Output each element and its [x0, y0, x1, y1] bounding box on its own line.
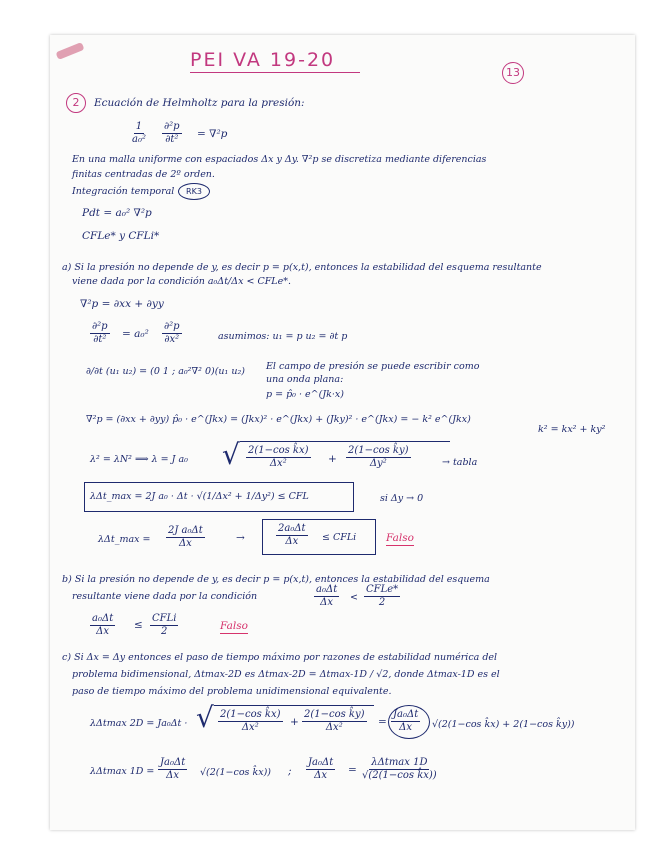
laplacian-eval: ∇²p = (∂xx + ∂yy) p̂₀ · e^(Jkx) = (Jkx)² · e^(Jkx) + (Jky)² · e^(Jkx) = − k² e^(Jkx): [86, 414, 471, 425]
part-c-line-2: problema bidimensional, Δtmax-2D es Δtmax-2D = Δtmax-1D / √2, donde Δtmax-1D es el: [72, 669, 500, 680]
ratio-rhs: λΔtmax 1D √(2(1−cos k̂x)): [362, 757, 437, 781]
state-system: ∂/∂t (u₁ u₂) = (0 1 ; a₀²∇² 0)(u₁ u₂): [86, 366, 245, 377]
intro-line-3: Integración temporal: [72, 186, 175, 197]
lambda-1d-rhs: √(2(1−cos k̂x)): [200, 767, 271, 778]
intro-cfl: CFLe* y CFLi*: [82, 230, 160, 242]
lambda-2d-term-2: $\frac{\text{2(1−cos k̂y)}}{\text{Δx²}}$: [304, 709, 365, 733]
boxed-result-2-rhs: ≤ CFLi: [322, 532, 357, 543]
lambda-max-label: λΔt_max =: [98, 534, 151, 545]
lambda-term-2: $\frac{\text{2(1−cos k̂y)}}{\text{Δy²}}$: [348, 445, 409, 469]
helmholtz-coef: $\frac{1}{\text{a₀²}}$: [132, 121, 146, 145]
sqrt-sign: √: [222, 438, 240, 471]
lambda-2d-rhs: √(2(1−cos k̂x) + 2(1−cos k̂y)): [432, 719, 575, 730]
problem-statement: Ecuación de Helmholtz para la presión:: [94, 97, 305, 109]
lambda-1d-label: λΔtmax 1D =: [90, 766, 155, 777]
part-b-cond-lt: <: [350, 592, 358, 603]
lambda-1d-frac: $\frac{\text{Ja₀Δt}}{\Delta x}$: [160, 757, 186, 781]
problem-number: 2: [66, 93, 86, 113]
ratio-eq: =: [348, 764, 357, 776]
title-underline: [190, 72, 360, 73]
wave-lhs: $\frac{\text{∂²p}}{\text{∂t²}}$: [92, 321, 108, 345]
sqrt-2d-bar: [214, 705, 374, 706]
intro-pdt: Pdt = a₀² ∇²p: [82, 207, 152, 219]
lambda-eq: λ² = λN² ⟹ λ = J a₀: [90, 454, 188, 465]
boxed-result-2-frac: $\frac{\text{2a₀Δt}}{\Delta x}$: [278, 523, 306, 547]
plus-sign: +: [328, 453, 337, 465]
lambda-term-1: $\frac{\text{2(1−cos k̂x)}}{\text{Δx²}}$: [248, 445, 309, 469]
sqrt-2d: √: [196, 701, 214, 734]
boxed-result-1-side: si Δy → 0: [380, 493, 424, 504]
lambda-max-frac: $\frac{\text{2J a₀Δt}}{\Delta x}$: [168, 525, 203, 549]
wave-eq: = a₀²: [122, 328, 149, 340]
sqrt-bar: [240, 441, 450, 442]
part-b-verdict: Falso: [220, 620, 248, 632]
page-number: 13: [502, 62, 524, 84]
part-b-line-1: b) Si la presión no depende de y, es decir p = p(x,t), entonces la estabilidad del esquema: [62, 574, 490, 585]
part-b-line-2: resultante viene dada por la condición: [72, 591, 258, 602]
intro-line-1: En una malla uniforme con espaciados Δx y Δy. ∇²p se discretiza mediante diferencias: [72, 154, 487, 165]
part-c-line-1: c) Si Δx = Δy entonces el paso de tiempo máximo por razones de estabilidad numérica del: [62, 652, 498, 663]
plus-2d: +: [290, 716, 299, 728]
part-b-cond-rhs: CFLe* 2: [366, 584, 399, 608]
arrow: →: [236, 532, 245, 544]
part-a-line-2: viene dada por la condición a₀Δt/Δx < CFLe*.: [72, 276, 292, 287]
boxed-result-1-text: λΔt_max = 2J a₀ · Δt · √(1/Δx² + 1/Δy²) ≤ CFL: [90, 491, 309, 502]
page-title: PEI VA 19-20: [190, 49, 336, 71]
part-a-verdict: Falso: [386, 532, 414, 544]
part-b-eq-le: ≤: [134, 619, 143, 631]
laplacian: ∇²p = ∂xx + ∂yy: [80, 298, 164, 310]
part-b-eq-lhs: $\frac{\text{a₀Δt}}{\Delta x}$: [92, 613, 114, 637]
ratio-lhs: $\frac{\text{Ja₀Δt}}{\Delta x}$: [308, 757, 334, 781]
lambda-2d-factor: $\frac{\text{Ja₀Δt}}{\Delta x}$: [393, 709, 419, 733]
eq-2d: =: [378, 716, 387, 728]
lambda-2d-term-1: $\frac{\text{2(1−cos k̂x)}}{\text{Δx²}}$: [220, 709, 281, 733]
helmholtz-rhs: = ∇²p: [197, 128, 228, 140]
intro-line-2: finitas centradas de 2º orden.: [72, 169, 215, 180]
lambda-2d-label: λΔtmax 2D = Ja₀Δt ·: [90, 718, 188, 729]
part-a-line-1: a) Si la presión no depende de y, es decir p = p(x,t), entonces la estabilidad del esquema resultante: [62, 262, 542, 273]
wave-rhs: $\frac{\text{∂²p}}{\text{∂x²}}$: [164, 321, 180, 345]
rk3-badge: RK3: [178, 183, 210, 200]
plane-wave-3: p = p̂₀ · e^(Jk·x): [266, 389, 344, 400]
semicolon: ;: [288, 765, 292, 777]
pen-mark-icon: [56, 42, 85, 60]
notebook-page: [50, 35, 635, 830]
helmholtz-deriv: $\frac{\text{∂²p}}{\text{∂t²}}$: [164, 121, 180, 145]
part-b-cond: $\frac{\text{a₀Δt}}{\Delta x}$: [316, 584, 338, 608]
k-squared: k² = kx² + ky²: [538, 424, 606, 435]
tabla-note: → tabla: [442, 457, 478, 468]
plane-wave-1: El campo de presión se puede escribir como: [266, 361, 480, 372]
assumption: asumimos: u₁ = p u₂ = ∂t p: [218, 331, 348, 342]
plane-wave-2: una onda plana:: [266, 374, 344, 385]
part-b-eq-rhs: CFLi 2: [152, 613, 177, 637]
part-c-line-3: paso de tiempo máximo del problema unidimensional equivalente.: [72, 686, 392, 697]
